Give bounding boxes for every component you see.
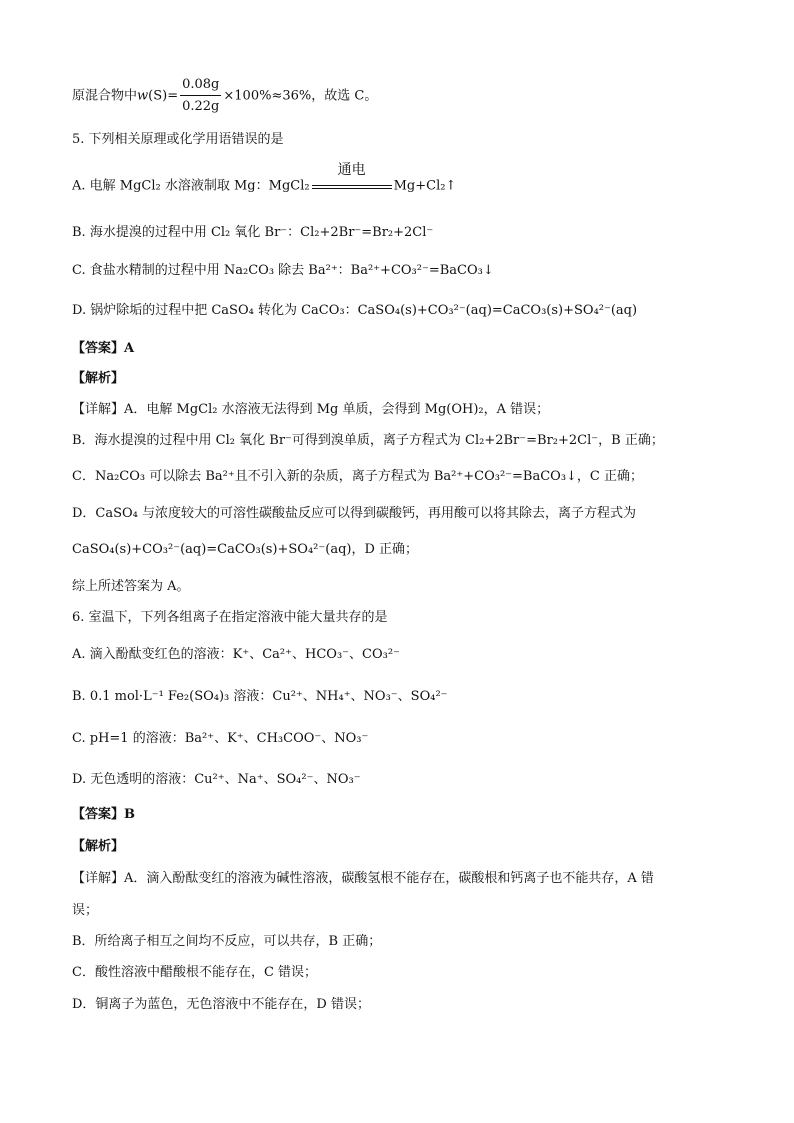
q5-answer: 【答案】A: [72, 341, 135, 356]
q5-detail-d2: CaSO₄(s)+CO₃²⁻(aq)=CaCO₃(s)+SO₄²⁻(aq)，D 正确；: [72, 542, 419, 557]
q5-summary: 综上所述答案为 A。: [72, 579, 190, 594]
q5-title: 5. 下列相关原理或化学用语错误的是: [72, 132, 284, 147]
electrolysis-condition: 通电: [337, 162, 366, 178]
q4-fraction-numerator: 0.08g: [180, 76, 221, 96]
q6-detail-d: D．铜离子为蓝色，无色溶液中不能存在，D 错误；: [72, 997, 370, 1012]
q6-option-d: D. 无色透明的溶液：Cu²⁺、Na⁺、SO₄²⁻、NO₃⁻: [72, 772, 361, 787]
q6-answer: 【答案】B: [72, 807, 135, 822]
q4-fraction-denominator: 0.22g: [182, 99, 220, 114]
q4-w-symbol: w: [137, 88, 149, 104]
q4-suffix: ×100%≈36%，故选 C。: [223, 88, 378, 104]
q5-option-d: D. 锅炉除垢的过程中把 CaSO₄ 转化为 CaCO₃：CaSO₄(s)+CO₃²⁻(aq)=CaCO₃(s)+SO₄²⁻(aq): [72, 303, 638, 318]
q5-option-a-product: Mg+Cl₂↑: [393, 178, 457, 194]
q4-result-line: [72, 76, 377, 116]
q6-detail-c: C．酸性溶液中醋酸根不能存在，C 错误；: [72, 965, 318, 980]
q5-detail-b: B．海水提溴的过程中用 Cl₂ 氧化 Br⁻可得到溴单质，离子方程式为 Cl₂+2Br⁻=Br₂+2Cl⁻，B 正确；: [72, 433, 664, 448]
q5-analysis-heading: 【解析】: [72, 371, 125, 386]
q4-w-arg: (S)=: [148, 88, 179, 104]
q4-fraction: [180, 76, 221, 116]
q5-detail-d1: D．CaSO₄ 与浓度较大的可溶性碳酸盐反应可以得到碳酸钙，再用酸可以将其除去，离子方程式为: [72, 506, 637, 521]
q6-analysis-heading: 【解析】: [72, 839, 125, 854]
q6-option-a: A. 滴入酚酞变红色的溶液：K⁺、Ca²⁺、HCO₃⁻、CO₃²⁻: [72, 647, 400, 662]
q4-prefix: 原混合物中: [72, 88, 138, 104]
q5-option-a-text: A. 电解 MgCl₂ 水溶液制取 Mg：MgCl₂: [72, 178, 310, 194]
q6-option-c: C. pH=1 的溶液：Ba²⁺、K⁺、CH₃COO⁻、NO₃⁻: [72, 731, 369, 746]
q5-option-a: [72, 162, 457, 196]
q5-option-c: C. 食盐水精制的过程中用 Na₂CO₃ 除去 Ba²⁺：Ba²⁺+CO₃²⁻=BaCO₃↓: [72, 263, 494, 278]
q5-option-b: B. 海水提溴的过程中用 Cl₂ 氧化 Br⁻：Cl₂+2Br⁻=Br₂+2Cl⁻: [72, 225, 434, 240]
q6-detail-a1: 【详解】A．滴入酚酞变红的溶液为碱性溶液，碳酸氢根不能存在，碳酸根和钙离子也不能共存，A 错: [72, 871, 654, 886]
electrolysis-equals-sign: [312, 162, 392, 195]
q5-detail-c: C．Na₂CO₃ 可以除去 Ba²⁺且不引入新的杂质，离子方程式为 Ba²⁺+CO₃²⁻=BaCO₃↓，C 正确；: [72, 469, 644, 484]
q6-option-b: B. 0.1 mol·L⁻¹ Fe₂(SO₄)₃ 溶液：Cu²⁺、NH₄⁺、NO₃⁻、SO₄²⁻: [72, 689, 448, 704]
q6-detail-b: B．所给离子相互之间均不反应，可以共存，B 正确；: [72, 934, 382, 949]
q6-detail-a2: 误；: [72, 903, 99, 918]
q6-title: 6. 室温下，下列各组离子在指定溶液中能大量共存的是: [72, 610, 388, 625]
q5-detail-a: 【详解】A．电解 MgCl₂ 水溶液无法得到 Mg 单质，会得到 Mg(OH)₂，A 错误；: [72, 402, 550, 417]
